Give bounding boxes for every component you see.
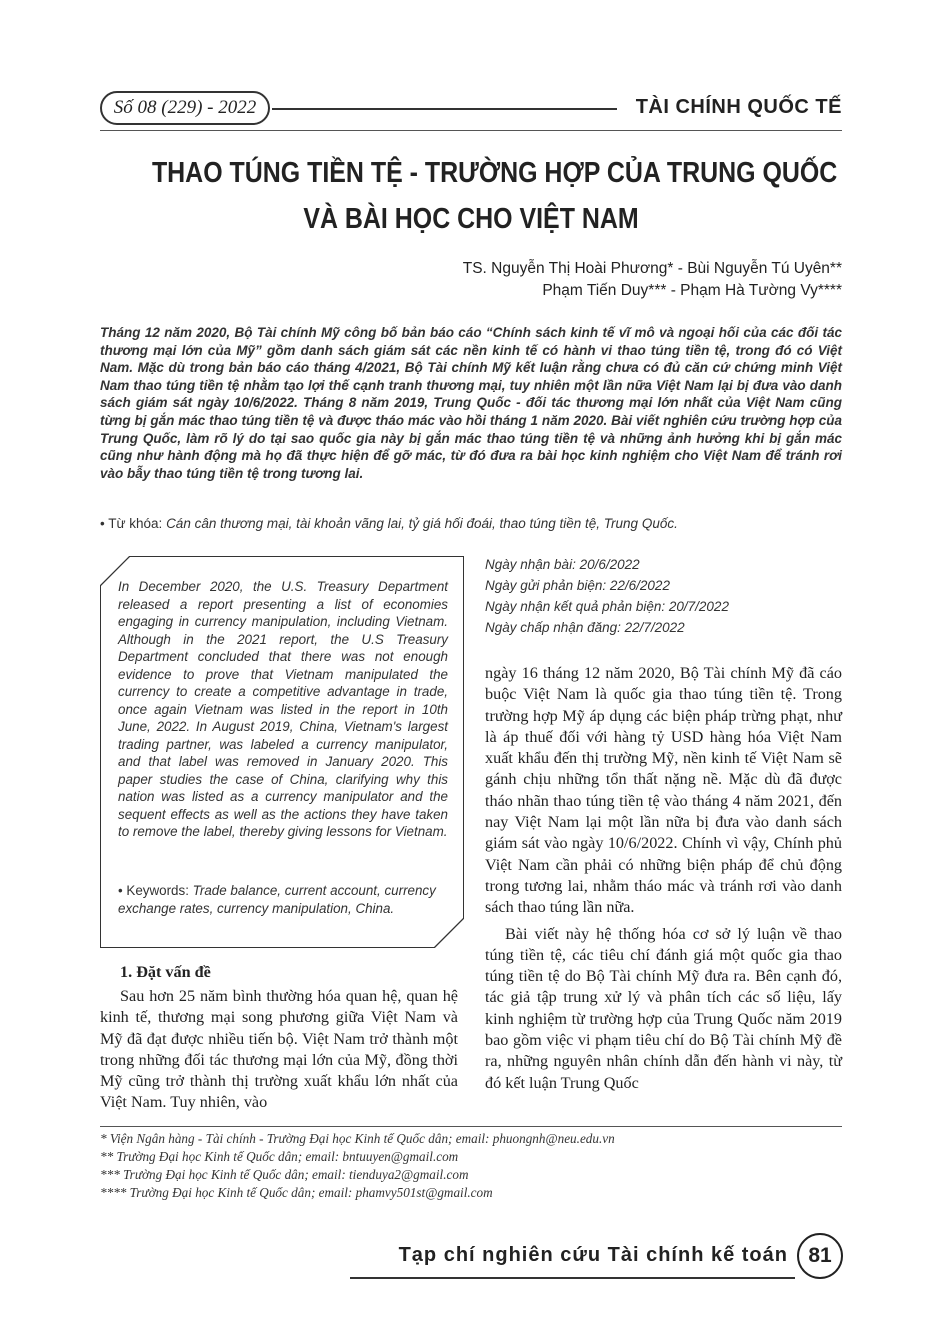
footnote: **** Trường Đại học Kinh tế Quốc dân; email: phamvy501st@gmail.com bbox=[100, 1185, 493, 1200]
article-title bbox=[151, 150, 838, 242]
authors-line-2: Phạm Tiến Duy*** - Phạm Hà Tường Vy**** bbox=[542, 282, 842, 299]
date-received: Ngày nhận bài: 20/6/2022 bbox=[485, 557, 640, 572]
section-label: TÀI CHÍNH QUỐC TẾ bbox=[635, 96, 842, 118]
authors-line-1: TS. Nguyễn Thị Hoài Phương* - Bùi Nguyễn Tú Uyên** bbox=[462, 260, 842, 277]
header-rule bbox=[272, 108, 617, 110]
title-line-1: THAO TÚNG TIỀN TỆ - TRƯỜNG HỢP CỦA TRUNG QUỐC bbox=[151, 157, 838, 189]
footnote: ** Trường Đại học Kinh tế Quốc dân; email: bntuuyen@gmail.com bbox=[100, 1149, 459, 1164]
keywords-en-list: Trade balance, current account, currency exchange rates, currency manipulation, China. bbox=[118, 883, 436, 916]
body-paragraph: Bài viết này hệ thống hóa cơ sở lý luận về thao túng tiền tệ, các tiêu chí đánh giá một quốc gia thao túng tiền tệ do Bộ Tài chính Mỹ đưa ra. Bên cạnh đó, tác giả tập trung xử lý và phân tích các số liệu, lấy kinh nghiệm từ trường hợp của Trung Quốc năm 2019 bao gồm việc vi phạm tiêu chí do Bộ Tài chính Mỹ đề ra, những nguyên nhân chính dẫn đến hành vi này, từ đó kết luận Trung Quốc bbox=[485, 924, 842, 1092]
page-number: 81 bbox=[797, 1233, 843, 1279]
body-paragraph: ngày 16 tháng 12 năm 2020, Bộ Tài chính Mỹ đã cáo buộc Việt Nam là quốc gia thao túng tiền tệ. Trong trường hợp Mỹ áp dụng các biện pháp trừng phạt, như là áp thuế đối với hàng tỷ USD hàng hóa Việt Nam xuất khẩu đến thị trường Mỹ, nền kinh tế Việt Nam sẽ gánh chịu những tổn thất nặng nề. Mặc dù đã được tháo nhãn thao túng tiền tệ vào tháng 4 năm 2021, đến nay Việt Nam lại một lần nữa bị đưa vào danh sách giám sát vào ngày 10/6/2022. Chính vì vậy, Chính phủ Việt Nam cần phải có những biện pháp để chủ động trong tương lai, nhằm tháo mác và tránh rơi vào danh sách thao túng lần nữa. bbox=[485, 664, 842, 917]
authors bbox=[300, 258, 842, 302]
body-paragraph: Sau hơn 25 năm bình thường hóa quan hệ, quan hệ kinh tế, thương mại song phương giữa Việt Nam và Mỹ đã đạt được nhiều tiến bộ. Việt Nam trở thành một trong những đối tác thương mại lớn của Mỹ, đồng thời Mỹ cũng trở thành thị trường xuất khẩu lớn nhất của Việt Nam. Tuy nhiên, vào bbox=[100, 987, 458, 1112]
submission-dates bbox=[485, 554, 842, 638]
footnotes bbox=[100, 1130, 842, 1202]
keywords-english bbox=[118, 882, 448, 917]
body-right-column bbox=[485, 663, 842, 1094]
date-sent-review: Ngày gửi phản biện: 22/6/2022 bbox=[485, 578, 670, 593]
title-line-2: VÀ BÀI HỌC CHO VIỆT NAM bbox=[303, 203, 639, 235]
date-accepted: Ngày chấp nhận đăng: 22/7/2022 bbox=[485, 620, 685, 635]
header-divider bbox=[100, 130, 842, 131]
footnote: * Viện Ngân hàng - Tài chính - Trường Đại học Kinh tế Quốc dân; email: phuongnh@neu.edu.vn bbox=[100, 1131, 615, 1146]
keywords-en-label: • Keywords: bbox=[118, 883, 189, 898]
abstract-english: In December 2020, the U.S. Treasury Department released a report presenting a list of economies engaging in currency manipulation, including Vietnam. Although in the 2021 report, the U.S Treasury Department concluded that there was not enough evidence to prove that Vietnam manipulated the currency to create a competitive advantage in trade, once again Vietnam was listed in the report in 10th June, 2022. In August 2019, China, Vietnam's largest trading partner, was labeled a currency manipulator, and that label was removed in January 2020. This paper studies the case of China, clarifying why this nation was listed as a currency manipulator and the sequent effects as well as the actions they have taken to remove the label, thereby giving lessons for Vietnam. bbox=[118, 579, 448, 839]
keywords-vietnamese bbox=[100, 515, 842, 533]
footnote-rule bbox=[100, 1126, 842, 1127]
body-left-column bbox=[100, 960, 458, 1114]
issue-badge: Số 08 (229) - 2022 bbox=[100, 91, 270, 125]
abstract-vietnamese: Tháng 12 năm 2020, Bộ Tài chính Mỹ công bố bản báo cáo “Chính sách kinh tế vĩ mô và ngoại hối của các đối tác thương mại lớn của Mỹ” gồm danh sách giám sát các nền kinh tế có hành vi thao túng tiền tệ, trong đó có Việt Nam. Mặc dù trong bản báo cáo tháng 4/2021, Bộ Tài chính Mỹ kết luận rằng chưa có đủ căn cứ chứng minh Việt Nam thao túng tiền tệ nhằm tạo lợi thế cạnh tranh thương mại, tuy nhiên một lần nữa Việt Nam lại bị đưa vào danh sách giám sát ngày 10/6/2022. Tháng 8 năm 2019, Trung Quốc - đối tác thương mại lớn nhất của Việt Nam cũng từng bị gắn mác thao túng tiền tệ và được tháo mác vào hồi tháng 1 năm 2020. Bài viết nghiên cứu trường hợp của Trung Quốc, làm rõ lý do tại sao quốc gia này bị gắn mác thao túng tiền tệ và những ảnh hưởng khi bị gắn mác cũng như hành động mà họ đã thực hiện để gỡ mác, từ đó đưa ra bài học kinh nghiệm cho Việt Nam để tránh rơi vào bẫy thao túng tiền tệ trong tương lai. bbox=[100, 325, 842, 481]
date-review-result: Ngày nhận kết quả phản biện: 20/7/2022 bbox=[485, 599, 729, 614]
footer-rule bbox=[350, 1277, 795, 1279]
keywords-label: • Từ khóa: bbox=[100, 516, 163, 531]
section-heading: 1. Đặt vấn đề bbox=[120, 963, 211, 981]
journal-name: Tạp chí nghiên cứu Tài chính kế toán bbox=[398, 1244, 788, 1266]
keywords-list: Cán cân thương mại, tài khoản vãng lai, tỷ giá hối đoái, thao túng tiền tệ, Trung Quốc. bbox=[166, 516, 678, 531]
footnote: *** Trường Đại học Kinh tế Quốc dân; email: tienduya2@gmail.com bbox=[100, 1167, 469, 1182]
